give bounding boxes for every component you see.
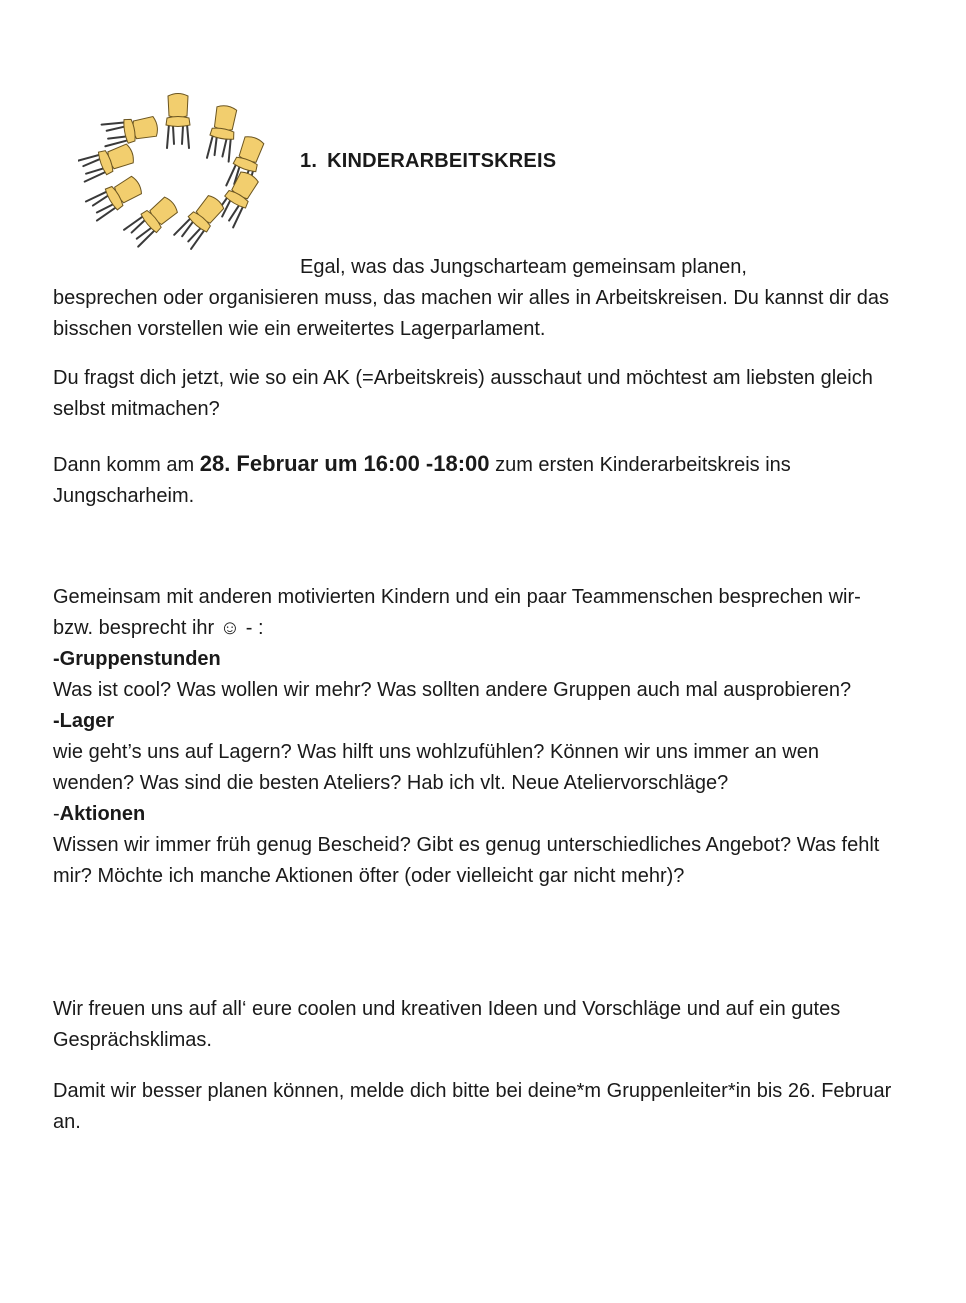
topic-title [53,799,903,830]
heading-title: KINDERARBEITSKREIS [327,150,557,172]
topic-title-text: Aktionen [59,803,146,825]
chair-icon [123,194,180,247]
registration-paragraph: Damit wir besser planen können, melde dich bitte bei deine*m Gruppenleiter*in bis 26. Februar an. [53,1080,892,1133]
invite-after: zum ersten Kinderarbeitskreis ins Jungscharheim. [53,454,791,507]
heading-number: 1. [300,150,318,172]
page-title [300,150,556,173]
chair-icon [206,104,239,162]
chair-icon [173,192,226,249]
topic-title [53,706,903,737]
invite-before: Dann komm am [53,454,200,476]
topic-title-text: Lager [59,710,115,732]
topic-dash: - [53,648,60,670]
topic-dash: - [53,803,60,825]
chair-icon [85,173,144,221]
chair-circle-graphic [78,88,278,258]
topic-item [53,706,903,799]
question-paragraph: Du fragst dich jetzt, wie so ein AK (=Arbeitskreis) ausschaut und möchtest am liebsten gleich selbst mitmachen? [53,367,873,420]
chair-circle-icon [78,88,278,258]
topic-title-text: Gruppenstunden [59,648,221,670]
intro-paragraph: besprechen oder organisieren muss, das machen wir alles in Arbeitskreisen. Du kannst dir das bisschen vorstellen wie ein erweitertes Lagerparlament. [53,287,889,340]
topics-intro: Gemeinsam mit anderen motivierten Kindern und ein paar Teammenschen besprechen wir- bzw. besprecht ihr ☺ - : [53,586,861,639]
event-date: 28. Februar um 16:00 -18:00 [199,451,490,476]
chair-icon [78,141,136,182]
chair-icon [166,94,190,149]
chair-icon [101,114,159,147]
closing-paragraph: Wir freuen uns auf all‘ eure coolen und kreativen Ideen und Vorschläge und auf ein gutes Gesprächsklimas. [53,998,841,1051]
intro-first-line: Egal, was das Jungscharteam gemeinsam planen, [300,256,747,278]
topic-text: Wissen wir immer früh genug Bescheid? Gibt es genug unterschiedliches Angebot? Was fehlt mir? Möchte ich manche Aktionen öfter (oder vielleicht gar nicht mehr)? [53,834,880,887]
topic-text: Was ist cool? Was wollen wir mehr? Was sollten andere Gruppen auch mal ausprobieren? [53,679,852,701]
topics-section [53,582,903,892]
topic-item [53,644,903,706]
invite-paragraph [53,448,903,512]
topic-text: wie geht’s uns auf Lagern? Was hilft uns wohlzufühlen? Können wir uns immer an wen wenden? Was sind die besten Ateliers? Hab ich vlt. Neue Ateliervorschläge? [53,741,819,794]
topic-dash: - [53,710,60,732]
topic-item [53,799,903,892]
topic-title [53,644,903,675]
